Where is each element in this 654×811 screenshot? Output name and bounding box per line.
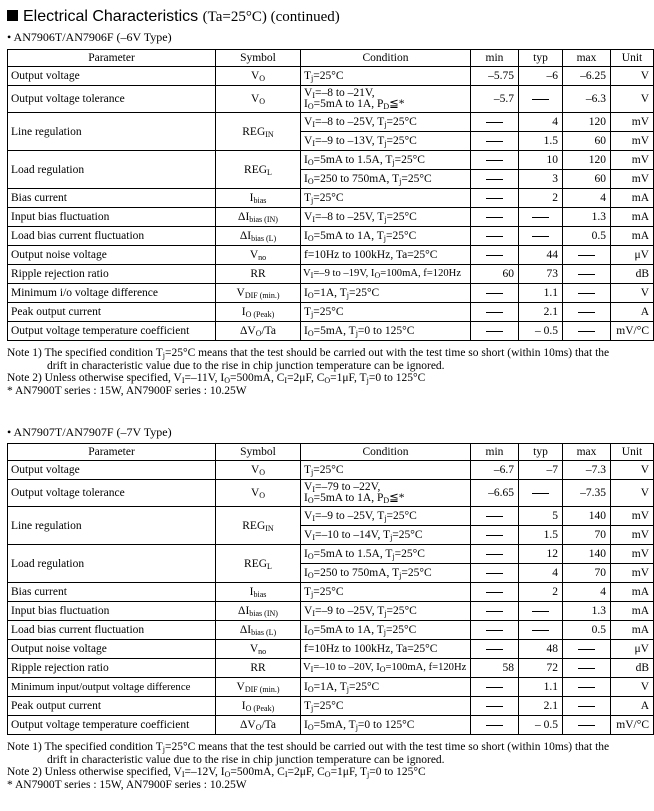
note-line: * AN7900T series : 15W, AN7900F series : 10.25W [7, 778, 247, 791]
typ-cell: 4 [519, 564, 563, 583]
note-line: drift in characteristic value due to the rise in chip junction temperature can be ignored. [47, 359, 445, 372]
parameter-cell: Minimum input/output voltage difference [8, 678, 216, 697]
dash-mark [486, 255, 503, 256]
unit-cell: mV [611, 545, 654, 564]
dash-mark [486, 535, 503, 536]
dash-mark [578, 687, 595, 688]
condition-cell: $T_j=25^\circ C$ [301, 461, 471, 480]
typ-cell: 10 [519, 151, 563, 170]
condition-cell: $I_O=5mA$ to 1.5A, $T_j=25^\circ C$ [301, 545, 471, 564]
header-row [8, 50, 654, 67]
type-label: • AN7907T/AN7907F (–7V Type) [7, 425, 172, 439]
min-cell [471, 189, 519, 208]
column-header: min [471, 444, 519, 461]
table-row [8, 480, 654, 507]
unit-cell: V [611, 678, 654, 697]
column-header: Condition [301, 444, 471, 461]
min-cell [471, 227, 519, 246]
dash-mark [486, 236, 503, 237]
typ-cell: 1.1 [519, 284, 563, 303]
table-row [8, 678, 654, 697]
typ-cell: – 0.5 [519, 322, 563, 341]
table-row [8, 659, 654, 678]
spec-table [7, 49, 654, 341]
parameter-cell: Minimum i/o voltage difference [8, 284, 216, 303]
dash-mark [486, 160, 503, 161]
max-cell [563, 246, 611, 265]
table-row [8, 113, 654, 132]
table-row [8, 545, 654, 564]
unit-cell: mV [611, 151, 654, 170]
table-row [8, 86, 654, 113]
min-cell [471, 303, 519, 322]
dash-mark [578, 706, 595, 707]
max-cell: 140 [563, 545, 611, 564]
symbol-cell: $V_O$ [216, 480, 301, 507]
max-cell [563, 640, 611, 659]
dash-mark [578, 255, 595, 256]
typ-cell: –7 [519, 461, 563, 480]
symbol-cell: $REG_{IN}$ [216, 507, 301, 545]
column-header: typ [519, 444, 563, 461]
table-row [8, 507, 654, 526]
max-cell [563, 322, 611, 341]
symbol-cell: $V_{DIF (min.)}$ [216, 678, 301, 697]
unit-cell: dB [611, 265, 654, 284]
condition-cell: $V_I=-8$ to –21V, $I_O=5mA$ to 1A, $P_D≦*$ [301, 86, 471, 113]
parameter-cell: Load regulation [8, 545, 216, 583]
unit-cell: mV [611, 113, 654, 132]
min-cell: 58 [471, 659, 519, 678]
min-cell: –5.7 [471, 86, 519, 113]
max-cell: 0.5 [563, 227, 611, 246]
parameter-cell: Load bias current fluctuation [8, 621, 216, 640]
symbol-cell: $\Delta V_O/Ta$ [216, 716, 301, 735]
max-cell: 120 [563, 113, 611, 132]
max-cell: 70 [563, 526, 611, 545]
unit-cell: mA [611, 208, 654, 227]
max-cell [563, 303, 611, 322]
parameter-cell: Ripple rejection ratio [8, 659, 216, 678]
typ-cell: 1.1 [519, 678, 563, 697]
typ-cell: 2 [519, 189, 563, 208]
dash-mark [578, 274, 595, 275]
max-cell: 60 [563, 132, 611, 151]
max-cell [563, 265, 611, 284]
unit-cell: μV [611, 246, 654, 265]
typ-cell: 2.1 [519, 303, 563, 322]
symbol-cell: RR [216, 659, 301, 678]
dash-mark [486, 554, 503, 555]
typ-cell [519, 227, 563, 246]
column-header: min [471, 50, 519, 67]
condition-cell: $V_I=-8$ to –25V, $T_j=25^\circ C$ [301, 208, 471, 227]
max-cell: 120 [563, 151, 611, 170]
unit-cell: mV/°C [611, 322, 654, 341]
parameter-cell: Bias current [8, 583, 216, 602]
unit-cell: mA [611, 583, 654, 602]
condition-cell: $I_O=1A$, $T_j=25^\circ C$ [301, 678, 471, 697]
parameter-cell: Ripple rejection ratio [8, 265, 216, 284]
dash-mark [486, 293, 503, 294]
typ-cell: 5 [519, 507, 563, 526]
unit-cell: mV [611, 132, 654, 151]
dash-mark [578, 293, 595, 294]
symbol-cell: $V_{no}$ [216, 246, 301, 265]
table-row [8, 303, 654, 322]
typ-cell: 2.1 [519, 697, 563, 716]
max-cell: –6.25 [563, 67, 611, 86]
parameter-cell: Line regulation [8, 507, 216, 545]
condition-cell: $V_I=-10$ to –20V, $I_O=100mA$, f=120Hz [301, 659, 471, 678]
dash-mark [486, 725, 503, 726]
unit-cell: A [611, 697, 654, 716]
unit-cell: μV [611, 640, 654, 659]
parameter-cell: Input bias fluctuation [8, 602, 216, 621]
max-cell: 1.3 [563, 602, 611, 621]
min-cell [471, 284, 519, 303]
dash-mark [578, 649, 595, 650]
typ-cell: – 0.5 [519, 716, 563, 735]
dash-mark [486, 312, 503, 313]
dash-mark [486, 179, 503, 180]
parameter-cell: Bias current [8, 189, 216, 208]
min-cell: –6.7 [471, 461, 519, 480]
unit-cell: mA [611, 227, 654, 246]
dash-mark [578, 312, 595, 313]
note-line: * AN7900T series : 15W, AN7900F series : 10.25W [7, 384, 247, 397]
note-line: drift in characteristic value due to the rise in chip junction temperature can be ignored. [47, 753, 445, 766]
table-row [8, 265, 654, 284]
dash-mark [486, 649, 503, 650]
parameter-cell: Input bias fluctuation [8, 208, 216, 227]
bullet-square-icon [7, 10, 18, 21]
condition-cell: $T_j=25^\circ C$ [301, 697, 471, 716]
type-label: • AN7906T/AN7906F (–6V Type) [7, 30, 172, 44]
unit-cell: V [611, 67, 654, 86]
unit-cell: A [611, 303, 654, 322]
table-row [8, 621, 654, 640]
min-cell [471, 716, 519, 735]
condition-cell: $V_I=-9$ to –13V, $T_j=25^\circ C$ [301, 132, 471, 151]
dash-mark [486, 331, 503, 332]
condition-cell: $I_O=5mA$ to 1A, $T_j=25^\circ C$ [301, 227, 471, 246]
column-header: Condition [301, 50, 471, 67]
min-cell [471, 526, 519, 545]
condition-cell: $I_O=5mA$ to 1A, $T_j=25^\circ C$ [301, 621, 471, 640]
condition-cell: $V_I=-8$ to –25V, $T_j=25^\circ C$ [301, 113, 471, 132]
parameter-cell: Load regulation [8, 151, 216, 189]
condition-cell: $T_j=25^\circ C$ [301, 303, 471, 322]
parameter-cell: Output voltage temperature coefficient [8, 322, 216, 341]
dash-mark [532, 236, 549, 237]
dash-mark [486, 706, 503, 707]
symbol-cell: $I_{O (Peak)}$ [216, 303, 301, 322]
typ-cell [519, 621, 563, 640]
min-cell [471, 545, 519, 564]
unit-cell: mV [611, 507, 654, 526]
min-cell [471, 640, 519, 659]
typ-cell: 3 [519, 170, 563, 189]
min-cell [471, 507, 519, 526]
condition-cell: $I_O=1A$, $T_j=25^\circ C$ [301, 284, 471, 303]
column-header: Unit [611, 50, 654, 67]
unit-cell: V [611, 86, 654, 113]
typ-cell: 44 [519, 246, 563, 265]
typ-cell: 4 [519, 113, 563, 132]
symbol-cell: $\Delta I_{bias (IN)}$ [216, 602, 301, 621]
table-row [8, 697, 654, 716]
condition-cell: $V_I=-9$ to –25V, $T_j=25^\circ C$ [301, 507, 471, 526]
max-cell: 1.3 [563, 208, 611, 227]
symbol-cell: $V_O$ [216, 86, 301, 113]
table-row [8, 189, 654, 208]
condition-cell: f=10Hz to 100kHz, Ta=25°C [301, 640, 471, 659]
table-row [8, 246, 654, 265]
max-cell [563, 697, 611, 716]
table-row [8, 67, 654, 86]
min-cell [471, 132, 519, 151]
min-cell [471, 151, 519, 170]
min-cell [471, 170, 519, 189]
min-cell [471, 678, 519, 697]
condition-cell: $V_I=-10$ to –14V, $T_j=25^\circ C$ [301, 526, 471, 545]
max-cell [563, 284, 611, 303]
parameter-cell: Line regulation [8, 113, 216, 151]
condition-cell: $I_O=5mA$, $T_j=0$ to 125°C [301, 716, 471, 735]
max-cell: 60 [563, 170, 611, 189]
table-row [8, 322, 654, 341]
table-row [8, 461, 654, 480]
parameter-cell: Load bias current fluctuation [8, 227, 216, 246]
dash-mark [532, 493, 549, 494]
symbol-cell: $\Delta I_{bias (L)}$ [216, 621, 301, 640]
table-row [8, 284, 654, 303]
condition-cell: $I_O=5mA$, $T_j=0$ to 125°C [301, 322, 471, 341]
dash-mark [578, 331, 595, 332]
max-cell: 0.5 [563, 621, 611, 640]
typ-cell [519, 208, 563, 227]
unit-cell: mA [611, 602, 654, 621]
unit-cell: mV/°C [611, 716, 654, 735]
table-row [8, 640, 654, 659]
column-header: Symbol [216, 50, 301, 67]
dash-mark [486, 141, 503, 142]
min-cell [471, 322, 519, 341]
dash-mark [486, 630, 503, 631]
unit-cell: mV [611, 526, 654, 545]
symbol-cell: $I_{O (Peak)}$ [216, 697, 301, 716]
min-cell: 60 [471, 265, 519, 284]
typ-cell: 1.5 [519, 132, 563, 151]
condition-cell: $V_I=-79$ to –22V, $I_O=5mA$ to 1A, $P_D≦*$ [301, 480, 471, 507]
column-header: max [563, 50, 611, 67]
condition-cell: $T_j=25^\circ C$ [301, 67, 471, 86]
notes-block [7, 741, 633, 791]
symbol-cell: $\Delta I_{bias (L)}$ [216, 227, 301, 246]
typ-cell: 12 [519, 545, 563, 564]
typ-cell: 2 [519, 583, 563, 602]
typ-cell: 72 [519, 659, 563, 678]
condition-cell: $T_j=25^\circ C$ [301, 583, 471, 602]
max-cell: 70 [563, 564, 611, 583]
min-cell [471, 602, 519, 621]
column-header: max [563, 444, 611, 461]
symbol-cell: $I_{bias}$ [216, 189, 301, 208]
parameter-cell: Peak output current [8, 697, 216, 716]
title-main: Electrical Characteristics [23, 8, 199, 25]
column-header: Symbol [216, 444, 301, 461]
max-cell [563, 716, 611, 735]
parameter-cell: Output voltage tolerance [8, 86, 216, 113]
typ-cell: –6 [519, 67, 563, 86]
header-row [8, 444, 654, 461]
spec-table [7, 443, 654, 735]
max-cell [563, 678, 611, 697]
dash-mark [532, 217, 549, 218]
column-header: typ [519, 50, 563, 67]
dash-mark [532, 99, 549, 100]
typ-cell [519, 86, 563, 113]
unit-cell: mV [611, 564, 654, 583]
max-cell: –7.3 [563, 461, 611, 480]
column-header: Parameter [8, 444, 216, 461]
unit-cell: mA [611, 189, 654, 208]
symbol-cell: $REG_{IN}$ [216, 113, 301, 151]
table-row [8, 151, 654, 170]
title-condition: (Ta=25°C) (continued) [202, 9, 340, 25]
symbol-cell: $\Delta V_O/Ta$ [216, 322, 301, 341]
table-row [8, 716, 654, 735]
dash-mark [486, 217, 503, 218]
column-header: Unit [611, 444, 654, 461]
note-line: Note 1) The specified condition $T_j=25^\circ C$ means that the test should be carried out with the test time so short (within 10ms) that the [7, 741, 610, 754]
unit-cell: mA [611, 621, 654, 640]
symbol-cell: $\Delta I_{bias (IN)}$ [216, 208, 301, 227]
parameter-cell: Output noise voltage [8, 640, 216, 659]
dash-mark [486, 611, 503, 612]
condition-cell: $I_O=5mA$ to 1.5A, $T_j=25^\circ C$ [301, 151, 471, 170]
table-row [8, 583, 654, 602]
dash-mark [532, 630, 549, 631]
min-cell: –6.65 [471, 480, 519, 507]
parameter-cell: Output voltage [8, 67, 216, 86]
min-cell [471, 697, 519, 716]
unit-cell: V [611, 480, 654, 507]
parameter-cell: Output voltage tolerance [8, 480, 216, 507]
symbol-cell: $REG_L$ [216, 545, 301, 583]
dash-mark [486, 122, 503, 123]
typ-cell [519, 602, 563, 621]
condition-cell: $V_I=-9$ to –19V, $I_O=100mA$, f=120Hz [301, 265, 471, 284]
unit-cell: dB [611, 659, 654, 678]
column-header: Parameter [8, 50, 216, 67]
max-cell [563, 659, 611, 678]
typ-cell: 48 [519, 640, 563, 659]
symbol-cell: $REG_L$ [216, 151, 301, 189]
parameter-cell: Output noise voltage [8, 246, 216, 265]
condition-cell: f=10Hz to 100kHz, Ta=25°C [301, 246, 471, 265]
dash-mark [578, 668, 595, 669]
parameter-cell: Output voltage [8, 461, 216, 480]
note-line: Note 2) Unless otherwise specified, $V_I=-11V$, $I_O=500mA$, $C_I=2\mu F$, $C_O=1\mu F$, $T_j=0$ to 125°C [7, 372, 426, 386]
max-cell: 140 [563, 507, 611, 526]
min-cell [471, 621, 519, 640]
note-line: Note 2) Unless otherwise specified, $V_I=-12V$, $I_O=500mA$, $C_I=2\mu F$, $C_O=1\mu F$, $T_j=0$ to 125°C [7, 766, 426, 780]
symbol-cell: RR [216, 265, 301, 284]
condition-cell: $T_j=25^\circ C$ [301, 189, 471, 208]
unit-cell: V [611, 284, 654, 303]
parameter-cell: Output voltage temperature coefficient [8, 716, 216, 735]
condition-cell: $V_I=-9$ to –25V, $T_j=25^\circ C$ [301, 602, 471, 621]
dash-mark [532, 611, 549, 612]
max-cell: 4 [563, 189, 611, 208]
typ-cell: 73 [519, 265, 563, 284]
page-title [7, 8, 340, 26]
symbol-cell: $I_{bias}$ [216, 583, 301, 602]
min-cell [471, 583, 519, 602]
min-cell [471, 564, 519, 583]
dash-mark [486, 516, 503, 517]
min-cell [471, 246, 519, 265]
unit-cell: mV [611, 170, 654, 189]
typ-cell: 1.5 [519, 526, 563, 545]
dash-mark [486, 198, 503, 199]
max-cell: –6.3 [563, 86, 611, 113]
unit-cell: V [611, 461, 654, 480]
symbol-cell: $V_{no}$ [216, 640, 301, 659]
min-cell [471, 113, 519, 132]
symbol-cell: $V_{DIF (min.)}$ [216, 284, 301, 303]
max-cell: –7.35 [563, 480, 611, 507]
parameter-cell: Peak output current [8, 303, 216, 322]
condition-cell: $I_O=250$ to 750mA, $T_j=25^\circ C$ [301, 564, 471, 583]
table-row [8, 227, 654, 246]
dash-mark [486, 592, 503, 593]
min-cell: –5.75 [471, 67, 519, 86]
dash-mark [486, 573, 503, 574]
dash-mark [486, 687, 503, 688]
typ-cell [519, 480, 563, 507]
table-row [8, 208, 654, 227]
symbol-cell: $V_O$ [216, 67, 301, 86]
dash-mark [578, 725, 595, 726]
symbol-cell: $V_O$ [216, 461, 301, 480]
min-cell [471, 208, 519, 227]
table-row [8, 602, 654, 621]
note-line: Note 1) The specified condition $T_j=25^\circ C$ means that the test should be carried out with the test time so short (within 10ms) that the [7, 347, 610, 360]
notes-block [7, 347, 633, 397]
max-cell: 4 [563, 583, 611, 602]
condition-cell: $I_O=250$ to 750mA, $T_j=25^\circ C$ [301, 170, 471, 189]
